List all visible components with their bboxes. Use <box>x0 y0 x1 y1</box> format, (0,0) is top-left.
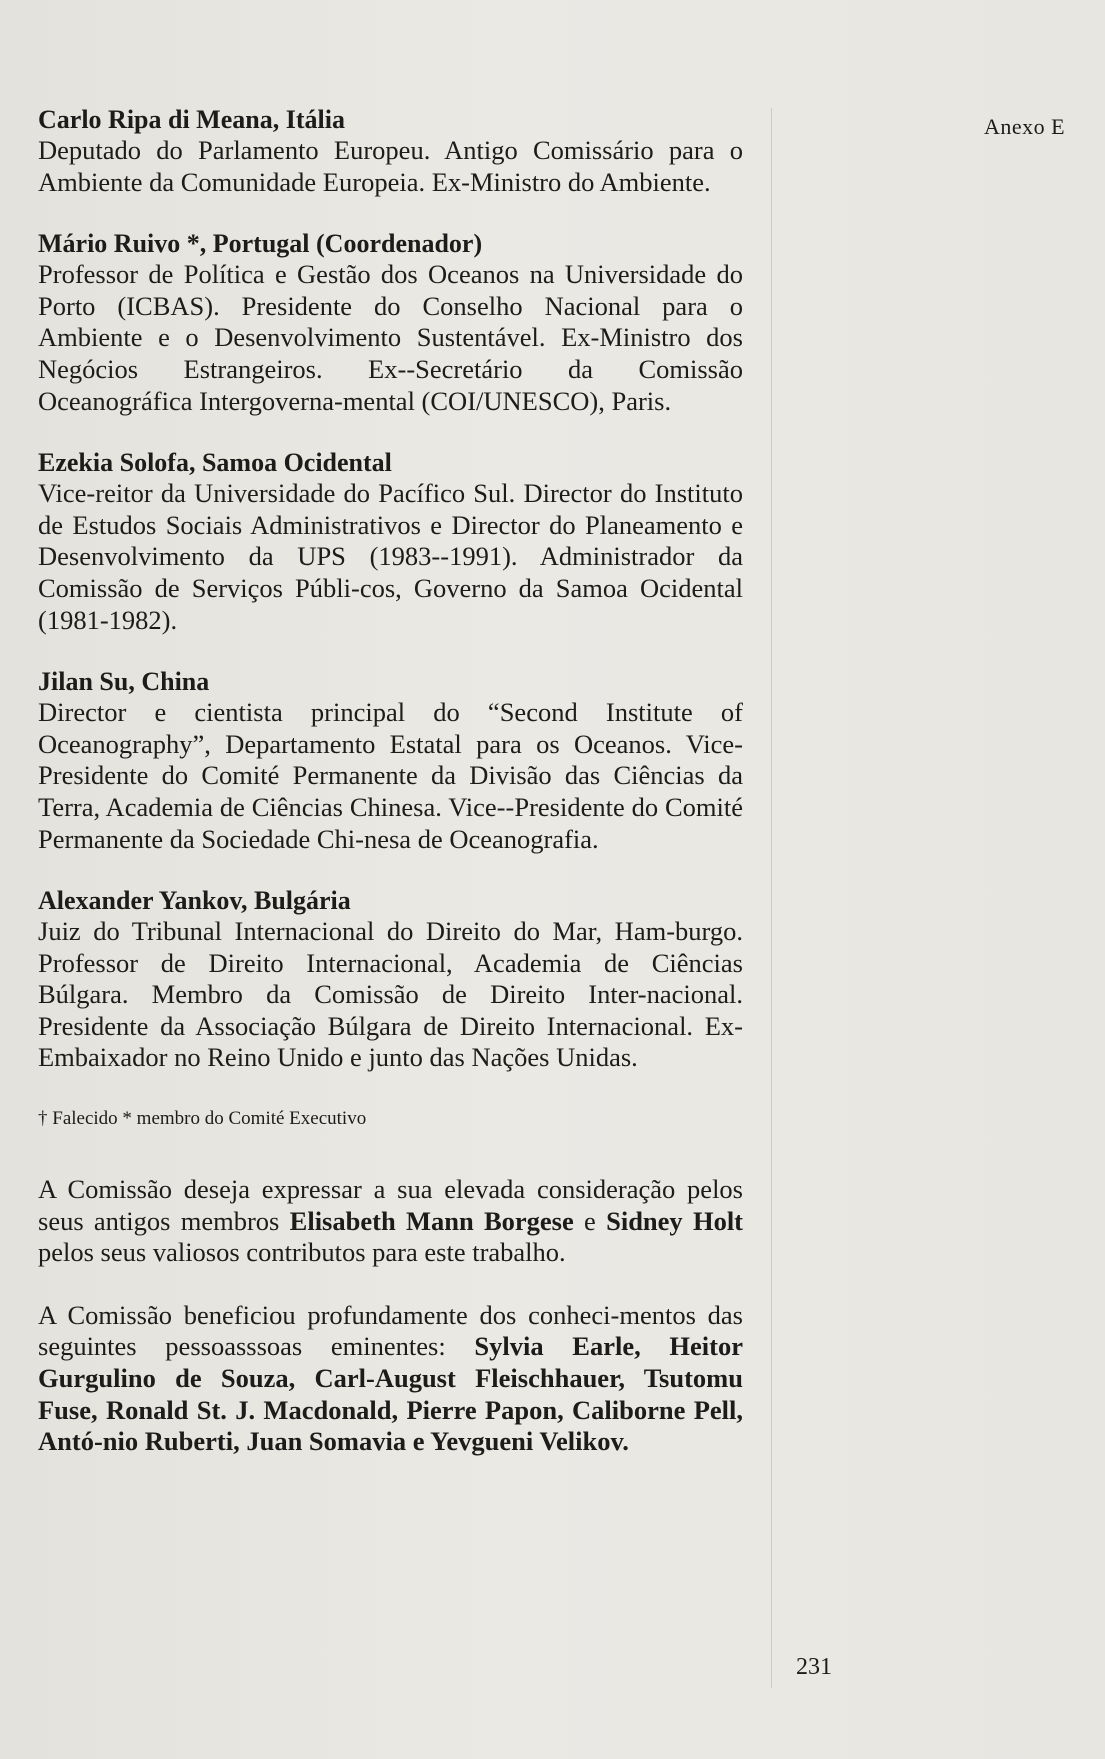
member-description: Professor de Política e Gestão dos Oceanos na Universidade do Porto (ICBAS). Presidente do Conselho Nacional para o Ambiente e o Desenvolvimento Sustentável. Ex-Ministro dos Negócios Estrangeiros. Ex--Secretário da Comissão Oceanográfica Intergoverna-mental (COI/UNESCO), Paris. <box>38 259 743 416</box>
member-name: Mário Ruivo *, Portugal (Coordenador) <box>38 229 483 259</box>
honoree-name: Sidney Holt <box>606 1205 744 1236</box>
main-column <box>38 104 743 1489</box>
member-description: Vice-reitor da Universidade do Pacífico Sul. Director do Instituto de Estudos Sociais Administrativos e Director do Planeamento e Desenvolvimento da UPS (1983--1991). Administrador da Comissão de Serviços Públi-cos, Governo da Samoa Ocidental (1981-1982). <box>38 478 743 635</box>
member-description: Deputado do Parlamento Europeu. Antigo Comissário para o Ambiente da Comunidade Europeia. Ex-Ministro do Ambiente. <box>38 135 743 197</box>
acknowledgement-paragraph <box>38 1174 743 1269</box>
column-divider <box>771 108 772 1688</box>
member-entry <box>38 104 743 198</box>
contributors-paragraph <box>38 1300 743 1458</box>
member-description: Juiz do Tribunal Internacional do Direito do Mar, Ham-burgo. Professor de Direito Internacional, Academia de Ciências Búlgara. Membro da Comissão de Direito Inter-nacional. Presidente da Associação Búlgara de Direito Internacional. Ex-Embaixador no Reino Unido e junto das Nações Unidas. <box>38 916 743 1073</box>
member-entry <box>38 885 743 1074</box>
paragraph-text: A Comissão deseja expressar a sua elevada consideração pelos seus antigos membros <box>38 1174 743 1236</box>
member-name: Alexander Yankov, Bulgária <box>38 886 351 916</box>
member-entry <box>38 228 743 417</box>
contributor-names: Sylvia Earle, Heitor Gurgulino de Souza, Carl-August Fleischhauer, Tsutomu Fuse, Ronald St. J. Macdonald, Pierre Papon, Caliborne Pell, Antó-nio Ruberti, Juan Somavia e Yevgueni Velikov. <box>38 1331 743 1457</box>
member-entry <box>38 447 743 636</box>
member-name: Ezekia Solofa, Samoa Ocidental <box>38 448 392 478</box>
page-number: 231 <box>796 1654 832 1680</box>
member-name: Carlo Ripa di Meana, Itália <box>38 105 345 134</box>
paragraph-text: A Comissão beneficiou profundamente dos conheci-mentos das seguintes pessoasssoas eminentes: <box>38 1299 743 1362</box>
paragraph-text: e <box>573 1205 607 1236</box>
member-description: Director e cientista principal do “Second Institute of Oceanography”, Departamento Estatal para os Oceanos. Vice-Presidente do Comité Permanente da Divisão das Ciências da Terra, Academia de Ciências Chinesa. Vice--Presidente do Comité Permanente da Sociedade Chi-nesa de Oceanografia. <box>38 697 743 854</box>
footnote: † Falecido * membro do Comité Executivo <box>38 1108 367 1130</box>
section-label: Anexo E <box>984 114 1066 139</box>
honoree-name: Elisabeth Mann Borgese <box>289 1205 574 1236</box>
paragraph-text: pelos seus valiosos contributos para este trabalho. <box>38 1237 566 1268</box>
member-entry <box>38 666 743 855</box>
member-name: Jilan Su, China <box>38 667 210 697</box>
